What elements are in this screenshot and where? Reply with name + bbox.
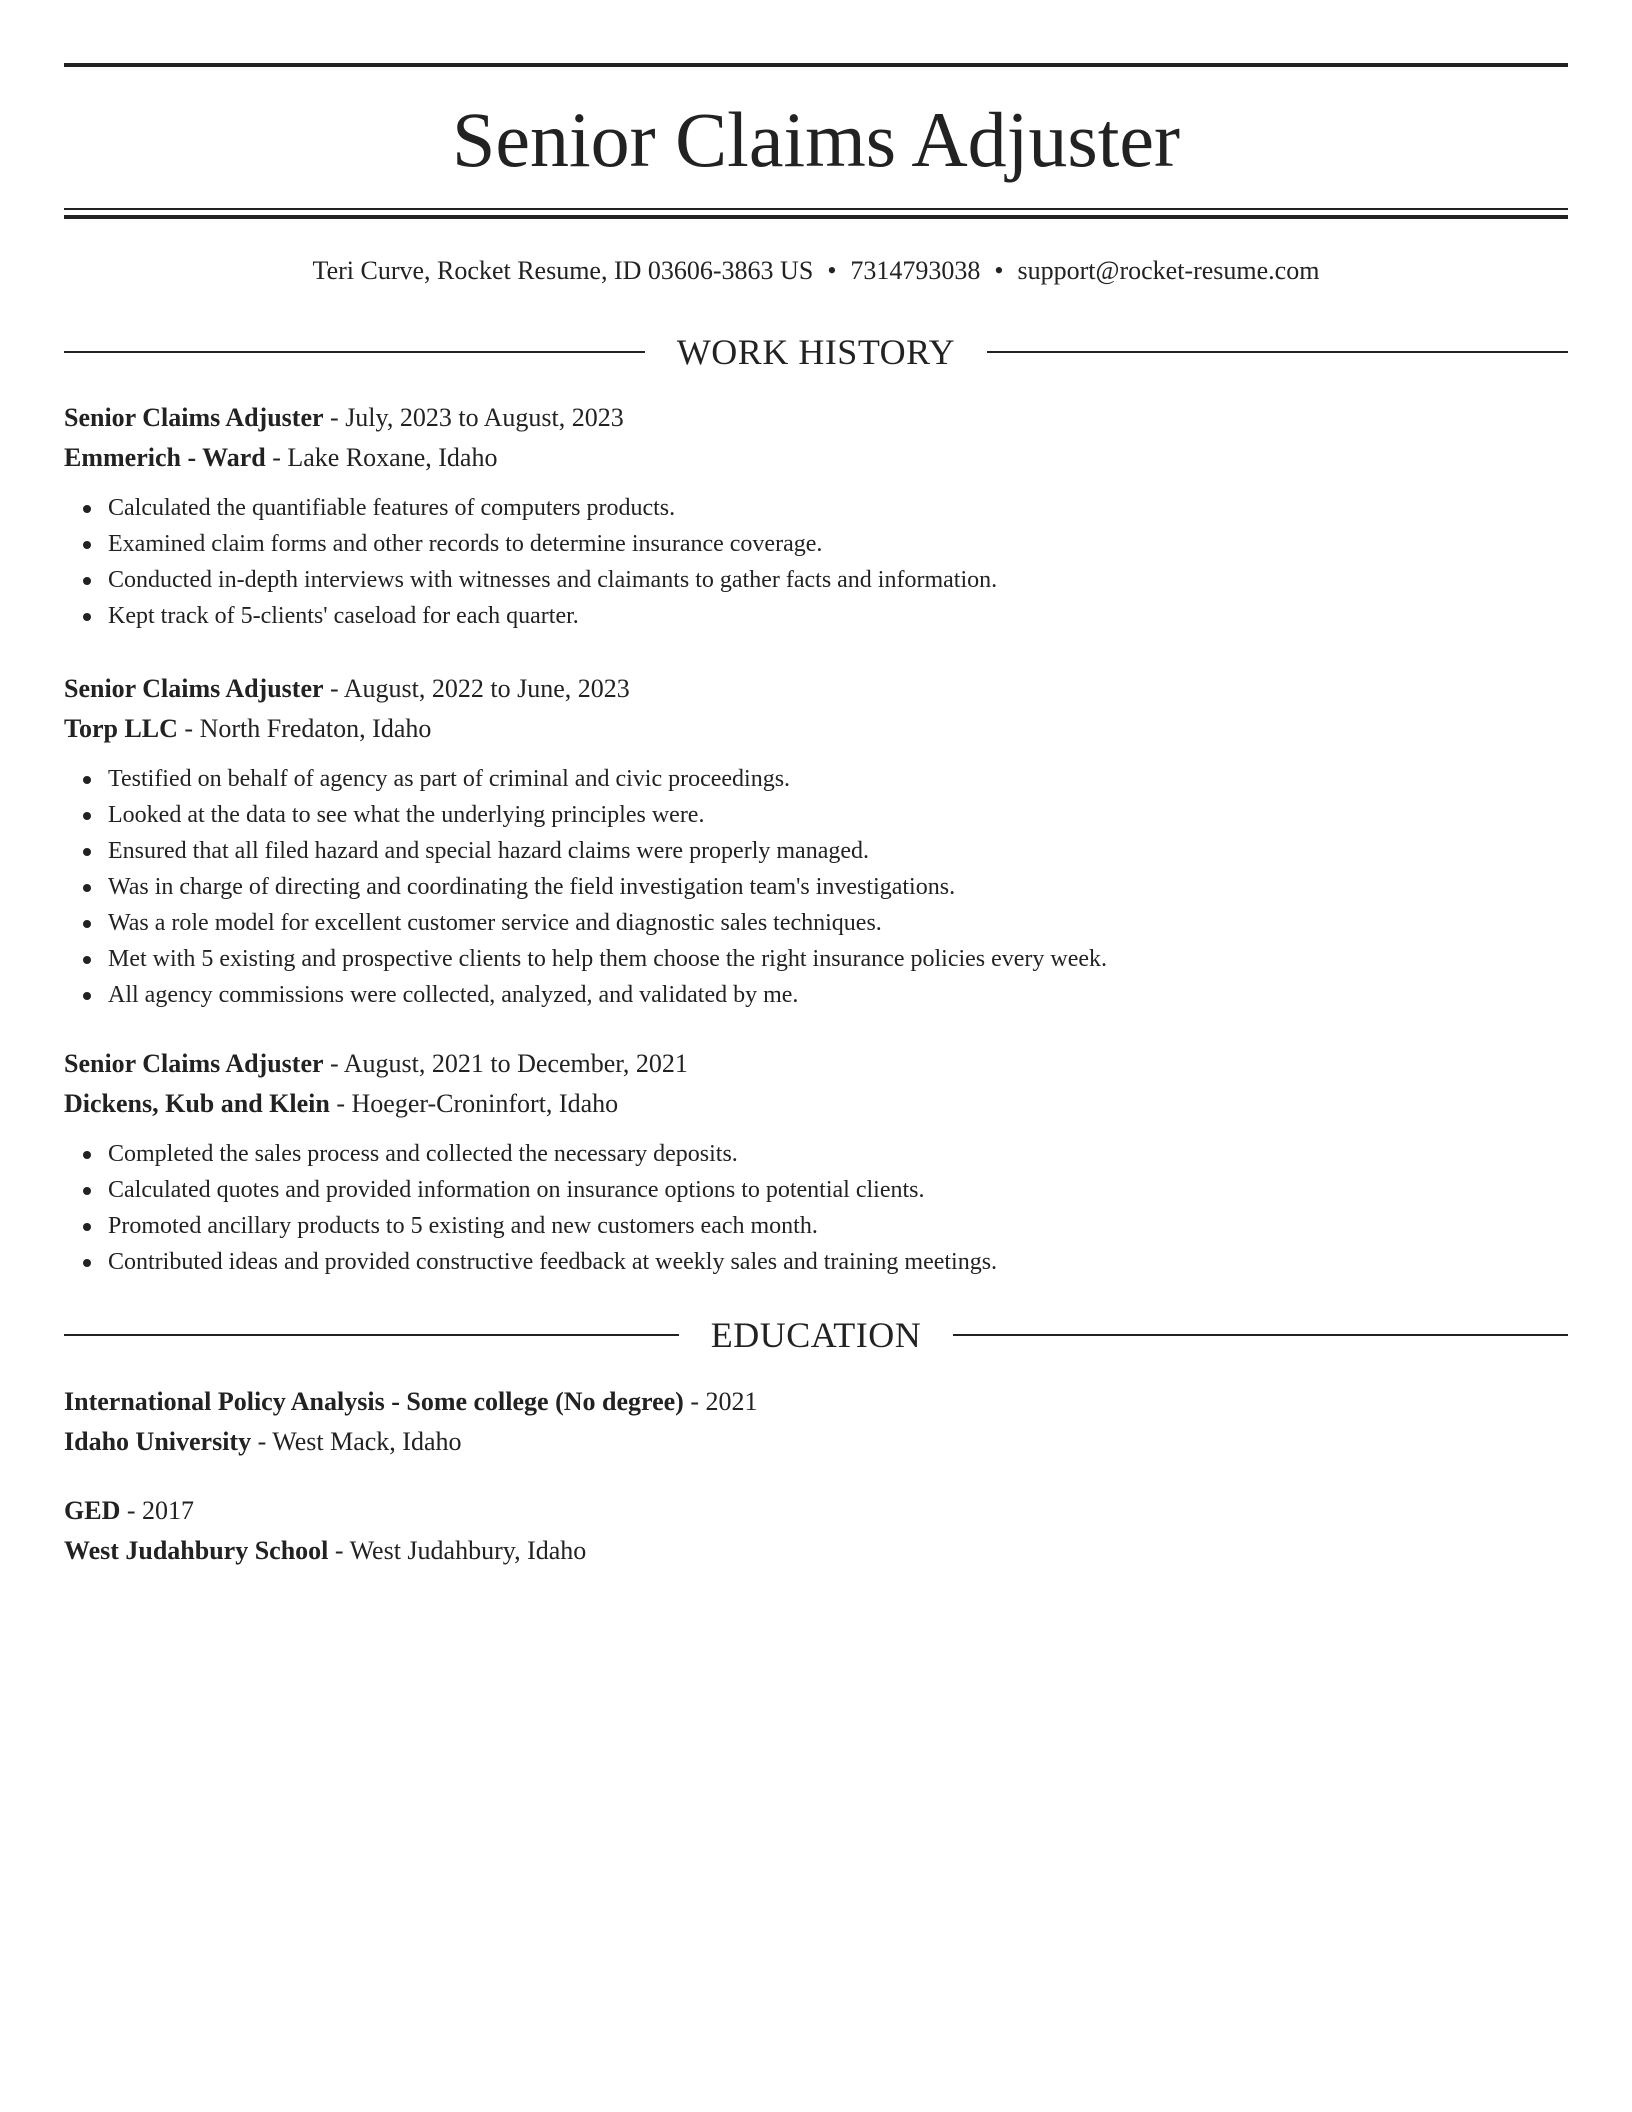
job-company-line: [64, 1084, 1568, 1124]
job-dates: - August, 2021 to December, 2021: [323, 1049, 688, 1078]
school-location: - West Judahbury, Idaho: [328, 1536, 587, 1565]
job-title: Senior Claims Adjuster: [64, 674, 324, 703]
heading-rule-right: [987, 351, 1568, 353]
section-title: WORK HISTORY: [676, 332, 956, 372]
heading-rule-right: [953, 1334, 1568, 1336]
contact-line: [64, 254, 1568, 288]
job-company: Emmerich - Ward: [64, 443, 266, 472]
list-item: Calculated the quantifiable features of computers products.: [108, 490, 1568, 526]
job-dates: - August, 2022 to June, 2023: [323, 674, 630, 703]
job-title-line: [64, 1044, 1568, 1084]
list-item: Was in charge of directing and coordinating the field investigation team's investigations.: [108, 869, 1568, 905]
school-line: [64, 1531, 1568, 1571]
section-title: EDUCATION: [710, 1315, 922, 1355]
list-item: Conducted in-depth interviews with witnesses and claimants to gather facts and information.: [108, 562, 1568, 598]
list-item: Completed the sales process and collected the necessary deposits.: [108, 1136, 1568, 1172]
school: Idaho University: [64, 1427, 252, 1456]
page-title: Senior Claims Adjuster: [452, 96, 1180, 183]
section-heading-work-history: [64, 330, 1568, 374]
job-title-line: [64, 398, 1568, 438]
degree-line: [64, 1491, 1568, 1531]
job-title: Senior Claims Adjuster: [64, 1049, 324, 1078]
job-company: Torp LLC: [64, 714, 178, 743]
job-bullets: [64, 761, 1568, 1013]
list-item: Testified on behalf of agency as part of criminal and civic proceedings.: [108, 761, 1568, 797]
list-item: Met with 5 existing and prospective clients to help them choose the right insurance policies every week.: [108, 941, 1568, 977]
heading-rule-left: [64, 351, 645, 353]
school-location: - West Mack, Idaho: [251, 1427, 462, 1456]
list-item: Calculated quotes and provided information on insurance options to potential clients.: [108, 1172, 1568, 1208]
job-location: - Hoeger-Croninfort, Idaho: [329, 1089, 619, 1118]
bullet-separator: •: [994, 256, 1004, 285]
degree-line: [64, 1382, 1568, 1422]
job-entry: [64, 669, 1568, 1013]
job-title: Senior Claims Adjuster: [64, 403, 324, 432]
title-rule-thin: [64, 208, 1568, 210]
education-entry: [64, 1382, 1568, 1462]
education-entry: [64, 1491, 1568, 1571]
degree: GED: [64, 1496, 121, 1525]
job-location: - Lake Roxane, Idaho: [265, 443, 498, 472]
contact-address: Teri Curve, Rocket Resume, ID 03606-3863 US: [312, 256, 814, 285]
heading-rule-left: [64, 1334, 679, 1336]
job-title-line: [64, 669, 1568, 709]
list-item: Examined claim forms and other records to determine insurance coverage.: [108, 526, 1568, 562]
list-item: All agency commissions were collected, analyzed, and validated by me.: [108, 977, 1568, 1013]
bullet-separator: •: [827, 256, 837, 285]
degree-year: - 2021: [683, 1387, 758, 1416]
list-item: Looked at the data to see what the underlying principles were.: [108, 797, 1568, 833]
list-item: Contributed ideas and provided constructive feedback at weekly sales and training meetings.: [108, 1244, 1568, 1280]
job-company: Dickens, Kub and Klein: [64, 1089, 330, 1118]
school-line: [64, 1422, 1568, 1462]
contact-phone: 7314793038: [850, 256, 981, 285]
school: West Judahbury School: [64, 1536, 329, 1565]
job-bullets: [64, 1136, 1568, 1280]
job-entry: [64, 1044, 1568, 1280]
job-company-line: [64, 709, 1568, 749]
degree-year: - 2017: [120, 1496, 195, 1525]
list-item: Ensured that all filed hazard and special hazard claims were properly managed.: [108, 833, 1568, 869]
contact-email: support@rocket-resume.com: [1017, 256, 1320, 285]
job-entry: [64, 398, 1568, 634]
job-location: - North Fredaton, Idaho: [177, 714, 432, 743]
top-rule: [64, 63, 1568, 67]
job-dates: - July, 2023 to August, 2023: [323, 403, 624, 432]
job-company-line: [64, 438, 1568, 478]
list-item: Kept track of 5-clients' caseload for each quarter.: [108, 598, 1568, 634]
title-rule-thick: [64, 215, 1568, 219]
job-bullets: [64, 490, 1568, 634]
degree: International Policy Analysis - Some college (No degree): [64, 1387, 684, 1416]
section-heading-education: [64, 1313, 1568, 1357]
list-item: Was a role model for excellent customer service and diagnostic sales techniques.: [108, 905, 1568, 941]
list-item: Promoted ancillary products to 5 existing and new customers each month.: [108, 1208, 1568, 1244]
